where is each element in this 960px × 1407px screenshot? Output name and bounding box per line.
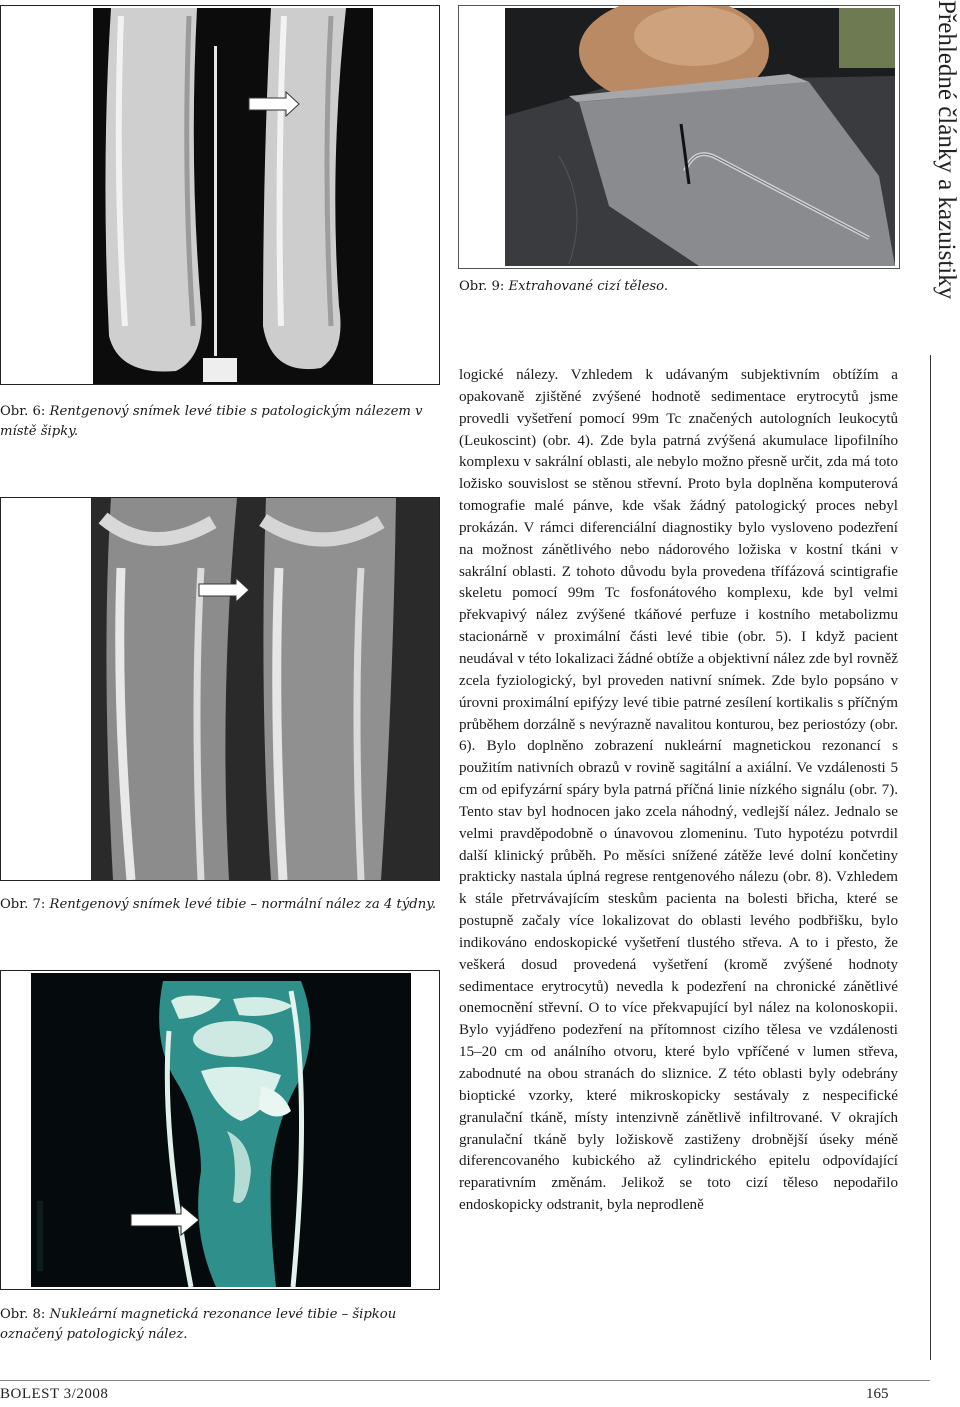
figure-8-text: Nukleární magnetická rezonance levé tibie – šipkou označený patologický nález.: [0, 1307, 397, 1342]
figure-6-text: Rentgenový snímek levé tibie s patologickým nálezem v místě šipky.: [0, 404, 423, 439]
foreign-body-photo: [459, 6, 899, 268]
section-title: [930, 0, 960, 350]
figure-9-photo: [458, 5, 900, 269]
figure-9-label: Obr. 9:: [459, 279, 505, 294]
figure-6-caption: [0, 402, 440, 442]
journal-name: BOLEST 3/2008: [0, 1386, 109, 1402]
figure-8-mri: [0, 970, 440, 1290]
xray-image-1: [1, 6, 439, 384]
mri-image: [1, 971, 439, 1289]
side-divider: [930, 355, 931, 1360]
page-number: 165: [866, 1386, 889, 1402]
figure-9-text: Extrahované cizí těleso.: [508, 279, 669, 294]
figure-7-label: Obr. 7:: [0, 897, 46, 912]
article-body-text: [459, 365, 898, 1217]
figure-6-label: Obr. 6:: [0, 404, 46, 419]
xray-image-2: [1, 498, 439, 880]
section-title-text: Přehledné články a kazuistiky: [933, 0, 960, 300]
figure-6-xray: [0, 5, 440, 385]
figure-9-caption: [459, 277, 899, 297]
figure-7-xray: [0, 497, 440, 881]
figure-8-label: Obr. 8:: [0, 1307, 46, 1322]
figure-7-caption: [0, 895, 440, 915]
figure-7-text: Rentgenový snímek levé tibie – normální nález za 4 týdny.: [49, 897, 437, 912]
body-paragraph: logické nálezy. Vzhledem k udávaným subjektivním obtížím a opakovaně zjištěné zvýšené hodnotě sedimentace erytrocytů jsme provedli vyšetření pomocí 99m Tc značených autologních leukocytů (Leukoscint) (obr. 4). Zde byla patrná zvýšená akumulace lipofilního komplexu v sakrální oblasti, ale nebylo možno přesně určit, zda má toto ložisko souvislost se stěnou střevní. Proto byla doplněna komputerová tomografie malé pánve, kde však žádný patologický proces nebyl prokázán. V rámci diferenciální diagnostiky bylo vysloveno podezření na možnost zánětlivého nebo nádorového ložiska v kostní tkáni v sakrální oblasti. Z tohoto důvodu byla provedena třífázová scintigrafie skeletu pomocí 99m Tc fosfonátového komplexu, kde byl velmi překvapivý nález zvýšené tkáňové perfuze i kostního metabolizmu stacionárně v proximální části levé tibie (obr. 5). I když pacient neudával v této lokalizaci žádné obtíže a objektivní nález zde byl rovněž zcela fyziologický, byl proveden nativní snímek. Zde bylo popsáno v úrovni proximální epifýzy levé tibie patrné zesílení kortikalis s příčným průběhem dorzálně s nevýrazně navalitou konturou, bez periostózy (obr. 6). Bylo doplněno zobrazení nukleární magnetickou rezonancí s použitím nativních obrazů v rovině sagitální a axiální. Ve vzdálenosti 5 cm od epifyzární spáry byla patrná příčná linie nízkého signálu (obr. 7). Tento stav byl hodnocen jako zcela náhodný, vedlejší nález. Jednalo se velmi pravděpodobně o únavovou zlomeninu. Tuto hypotézu potvrdil další klinický průběh. Po měsíci snížené zátěže levé dolní končetiny prakticky nastala úplná regrese rentgenového nálezu (obr. 8). Vzhledem k stále přetrvávajícím steskům pacienta na bolesti břicha, které se postupně začaly více lokalizovat do oblasti levého podbřišku, bylo indikováno endoskopické vyšetření tlustého střeva. A to i přesto, že veškerá dosud provedená vyšetření (kromě zvýšené hodnoty sedimentace erytrocytů) nevedla k podezření na chronické zánětlivé onemocnění střevní. O to více překvapující byl nález na kolonoskopii. Bylo vyjádřeno podezření na přítomnost cizího tělesa ve vzdálenosti 15–20 cm od análního otvoru, které bylo vpříčené v lumen střeva, zabodnuté na obou stranách do sliznice. Z této oblasti byly odebrány bioptické vzorky, které mikroskopicky sestávaly z nespecifické granulační tkáně, místy intenzivně zánětlivě infiltrované. V okrajích granulační tkáně byly ložiskově zastiženy drobnější úseky méně diferencovaného kubického až cylindrického epitelu odpovídající reparativním změnám. Jelikož se toto cizí těleso nepodařilo endoskopicky odstranit, byla neprodleně: [459, 367, 898, 1214]
footer-divider: [0, 1380, 930, 1381]
figure-8-caption: [0, 1305, 438, 1345]
